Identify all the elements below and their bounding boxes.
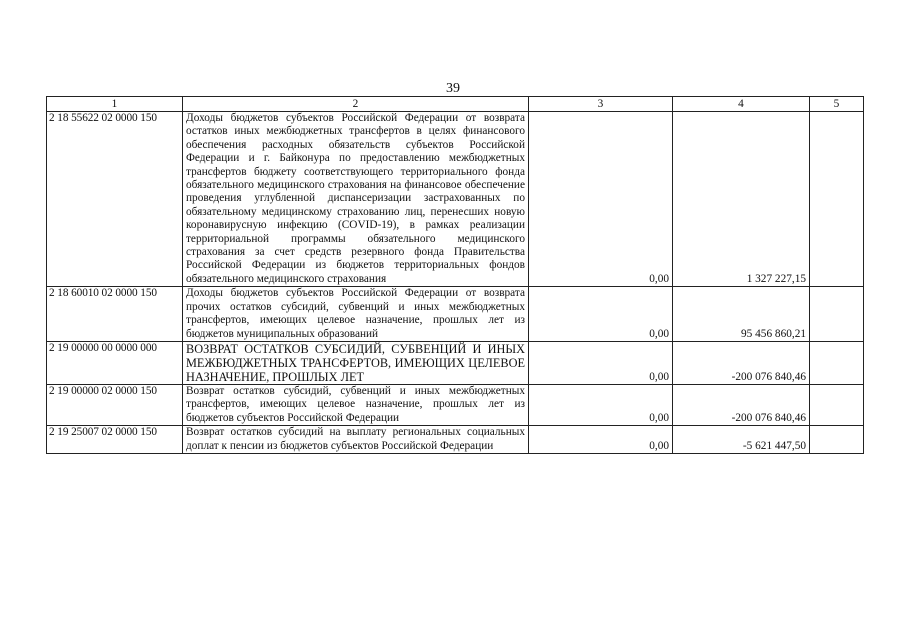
row-value-col3: 0,00 bbox=[529, 426, 673, 454]
row-code: 2 18 55622 02 0000 150 bbox=[47, 112, 183, 287]
row-description: Доходы бюджетов субъектов Российской Федерации от возврата остатков иных межбюджетных трансфертов в целях финансового обеспечения расходных обязательств субъектов Российской Федерации и г. Байконура по предоставлению межбюджетных трансфертов бюджету соответствующего территориального фонда обязательного медицинского страхования на финансовое обеспечение проведения углубленной диспансеризации застрахованных по обязательному медицинскому страхованию лиц, перенесших новую коронавирусную инфекцию (COVID-19), в рамках реализации территориальной программы обязательного медицинского страхования за счет средств резервного фонда Правительства Российской Федерации из бюджетов территориальных фондов обязательного медицинского страхования bbox=[183, 112, 529, 287]
table-row bbox=[47, 287, 864, 342]
table-row bbox=[47, 384, 864, 425]
row-description: ВОЗВРАТ ОСТАТКОВ СУБСИДИЙ, СУБВЕНЦИЙ И ИНЫХ МЕЖБЮДЖЕТНЫХ ТРАНСФЕРТОВ, ИМЕЮЩИХ ЦЕЛЕВОЕ НАЗНАЧЕНИЕ, ПРОШЛЫХ ЛЕТ bbox=[183, 341, 529, 384]
row-value-col4: -200 076 840,46 bbox=[673, 384, 810, 425]
budget-table bbox=[46, 96, 864, 454]
row-value-col5 bbox=[810, 341, 864, 384]
row-description: Доходы бюджетов субъектов Российской Федерации от возврата прочих остатков субсидий, субвенций и иных межбюджетных трансфертов, имеющих целевое назначение, прошлых лет из бюджетов муниципальных образований bbox=[183, 287, 529, 342]
row-value-col5 bbox=[810, 426, 864, 454]
row-value-col5 bbox=[810, 287, 864, 342]
table-row bbox=[47, 112, 864, 287]
table-header-row bbox=[47, 97, 864, 112]
column-header-1: 1 bbox=[47, 97, 183, 112]
row-value-col3: 0,00 bbox=[529, 112, 673, 287]
column-header-3: 3 bbox=[529, 97, 673, 112]
row-value-col5 bbox=[810, 384, 864, 425]
row-value-col3: 0,00 bbox=[529, 287, 673, 342]
row-value-col4: -200 076 840,46 bbox=[673, 341, 810, 384]
table-row bbox=[47, 426, 864, 454]
row-value-col5 bbox=[810, 112, 864, 287]
column-header-2: 2 bbox=[183, 97, 529, 112]
row-value-col3: 0,00 bbox=[529, 384, 673, 425]
page-number: 39 bbox=[446, 81, 460, 96]
row-code: 2 19 00000 02 0000 150 bbox=[47, 384, 183, 425]
row-value-col4: -5 621 447,50 bbox=[673, 426, 810, 454]
row-value-col4: 1 327 227,15 bbox=[673, 112, 810, 287]
table-row bbox=[47, 341, 864, 384]
row-code: 2 18 60010 02 0000 150 bbox=[47, 287, 183, 342]
column-header-5: 5 bbox=[810, 97, 864, 112]
row-description: Возврат остатков субсидий, субвенций и иных межбюджетных трансфертов, имеющих целевое назначение, прошлых лет из бюджетов субъектов Российской Федерации bbox=[183, 384, 529, 425]
column-header-4: 4 bbox=[673, 97, 810, 112]
row-value-col3: 0,00 bbox=[529, 341, 673, 384]
row-code: 2 19 25007 02 0000 150 bbox=[47, 426, 183, 454]
row-code: 2 19 00000 00 0000 000 bbox=[47, 341, 183, 384]
row-description: Возврат остатков субсидий на выплату региональных социальных доплат к пенсии из бюджетов субъектов Российской Федерации bbox=[183, 426, 529, 454]
row-value-col4: 95 456 860,21 bbox=[673, 287, 810, 342]
